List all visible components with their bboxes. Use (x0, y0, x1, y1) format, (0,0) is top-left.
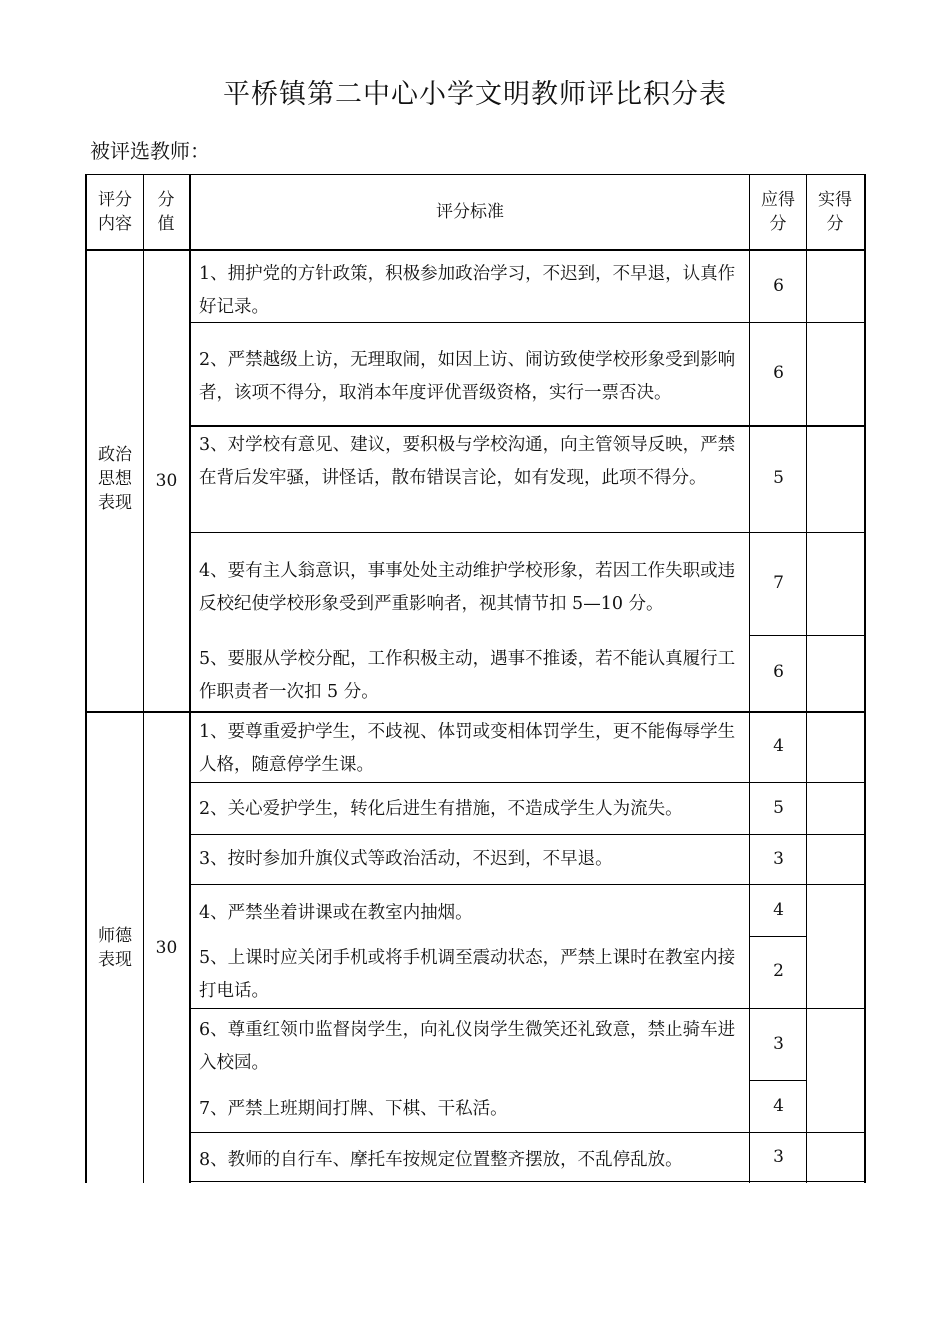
table-border (189, 174, 191, 1183)
criteria-item: 7、严禁上班期间打牌、下棋、干私活。 (199, 1099, 508, 1119)
points-value: 3 (773, 1147, 784, 1167)
actual-score-cell[interactable] (808, 1133, 864, 1181)
criteria-item: 5、上课时应关闭手机或将手机调至震动状态，严禁上课时在教室内接打电话。 (199, 948, 736, 1001)
points-value: 6 (773, 363, 784, 383)
page-title: 平桥镇第二中心小学文明教师评比积分表 (223, 79, 727, 110)
points-value: 5 (773, 798, 784, 818)
table-border (749, 174, 750, 1183)
criteria-item: 1、要尊重爱护学生，不歧视、体罚或变相体罚学生，更不能侮辱学生人格，随意停学生课。 (199, 722, 736, 775)
table-border (189, 1008, 866, 1009)
criteria-item: 4、严禁坐着讲课或在教室内抽烟。 (199, 903, 473, 923)
criteria-item: 2、严禁越级上访，无理取闹，如因上访、闹访致使学校形象受到影响者，该项不得分，取消本年度评优晋级资格，实行一票否决。 (199, 350, 736, 403)
table-border (189, 782, 866, 783)
points-value: 4 (773, 1096, 784, 1116)
points-value: 4 (773, 900, 784, 920)
actual-score-cell[interactable] (808, 251, 864, 322)
criteria-item: 1、拥护党的方针政策，积极参加政治学习，不迟到，不早退，认真作好记录。 (199, 264, 736, 317)
criteria-item: 8、教师的自行车、摩托车按规定位置整齐摆放，不乱停乱放。 (199, 1150, 683, 1170)
header-expected: 应得分 (761, 190, 795, 234)
criteria-item: 3、对学校有意见、建议，要积极与学校沟通，向主管领导反映，严禁在背后发牢骚，讲怪话，散布错误言论，如有发现，此项不得分。 (199, 435, 736, 488)
table-border (143, 174, 144, 1183)
table-border (864, 174, 866, 1183)
points-value: 4 (773, 736, 784, 756)
table-border (189, 425, 866, 427)
actual-score-cell[interactable] (808, 636, 864, 711)
header-category: 评分内容 (98, 190, 132, 234)
table-border (189, 532, 866, 533)
criteria-item: 4、要有主人翁意识，事事处处主动维护学校形象，若因工作失职或违反校纪使学校形象受到严重影响者，视其情节扣 5—10 分。 (199, 561, 736, 614)
section-score: 30 (155, 938, 178, 958)
points-value: 6 (773, 662, 784, 682)
table-border (85, 174, 866, 175)
points-value: 6 (773, 276, 784, 296)
actual-score-cell[interactable] (808, 783, 864, 834)
table-border (189, 834, 866, 835)
table-border (749, 936, 807, 937)
actual-score-cell[interactable] (808, 323, 864, 425)
points-value: 3 (773, 849, 784, 869)
criteria-item: 5、要服从学校分配，工作积极主动，遇事不推诿，若不能认真履行工作职责者一次扣 5 分。 (199, 649, 736, 702)
header-score: 分值 (157, 190, 175, 234)
table-border (85, 711, 866, 713)
table-border (189, 884, 866, 885)
actual-score-cell[interactable] (808, 835, 864, 884)
section-score: 30 (155, 471, 178, 491)
table-border (749, 1080, 807, 1081)
header-actual: 实得分 (818, 190, 852, 234)
actual-score-cell[interactable] (808, 1009, 864, 1132)
table-border (189, 1132, 866, 1133)
section-name: 政治思想表现 (98, 445, 132, 513)
points-value: 7 (773, 573, 784, 593)
criteria-item: 3、按时参加升旗仪式等政治活动，不迟到，不早退。 (199, 849, 613, 869)
section-name: 师德表现 (98, 926, 132, 970)
actual-score-cell[interactable] (808, 533, 864, 635)
actual-score-cell[interactable] (808, 713, 864, 782)
actual-score-cell[interactable] (808, 427, 864, 532)
table-border (85, 249, 866, 251)
table-border (189, 1181, 866, 1182)
points-value: 3 (773, 1034, 784, 1054)
criteria-item: 2、关心爱护学生，转化后进生有措施，不造成学生人为流失。 (199, 799, 683, 819)
teacher-label: 被评选教师： (90, 139, 210, 163)
points-value: 5 (773, 468, 784, 488)
table-border (85, 174, 87, 1183)
actual-score-cell[interactable] (808, 885, 864, 1008)
points-value: 2 (773, 961, 784, 981)
criteria-item: 6、尊重红领巾监督岗学生，向礼仪岗学生微笑还礼致意，禁止骑车进入校园。 (199, 1020, 736, 1073)
table-border (806, 174, 807, 1183)
header-criteria: 评分标准 (436, 202, 504, 222)
